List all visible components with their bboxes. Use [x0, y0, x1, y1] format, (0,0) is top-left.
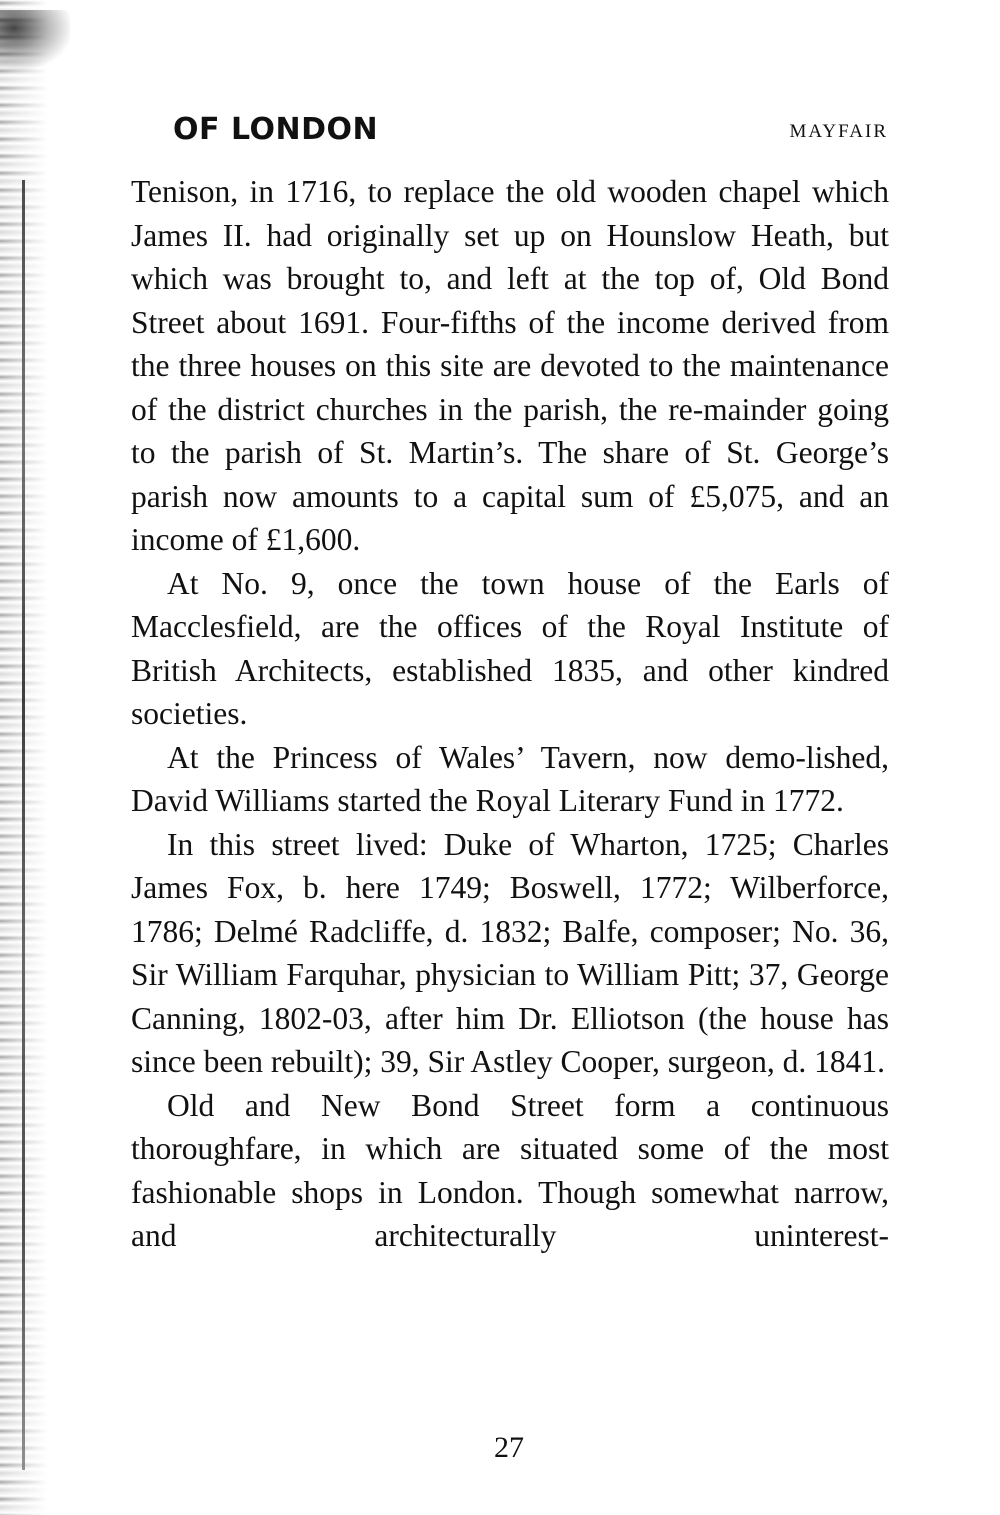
scan-gutter-corner-shadow	[0, 10, 70, 70]
running-header	[130, 108, 890, 158]
page-number: 27	[494, 1431, 524, 1464]
paragraph: At the Princess of Wales’ Tavern, now demo-lished, David Williams started the Royal Literary Fund in 1772.	[131, 739, 889, 818]
paragraph: Tenison, in 1716, to replace the old wooden chapel which James II. had originally set up on Hounslow Heath, but which was brought to, and left at the top of, Old Bond Street about 1691. Four-fifths of the income derived from the three houses on this site are devoted to the maintenance of the district churches in the parish, the re-mainder going to the parish of St. Martin’s. The share of St. George’s parish now amounts to a capital sum of £5,075, and an income of £1,600.	[131, 174, 889, 557]
paragraph: At No. 9, once the town house of the Earls of Macclesfield, are the offices of the Royal Institute of British Architects, established 1835, and other kindred societies.	[131, 565, 889, 731]
paragraph: Old and New Bond Street form a continuous thoroughfare, in which are situated some of the most fashionable shops in London. Though somewhat narrow, and architecturally uninterest-	[131, 1087, 889, 1253]
body-text	[131, 170, 889, 1258]
running-header-section: MAYFAIR	[789, 121, 888, 142]
scan-gutter-edge	[22, 180, 25, 1470]
running-header-title: OF LONDON	[173, 112, 379, 147]
paragraph: In this street lived: Duke of Wharton, 1725; Charles James Fox, b. here 1749; Boswell, 1772; Wilberforce, 1786; Delmé Radcliffe, d. 1832; Balfe, composer; No. 36, Sir William Farquhar, physician to William Pitt; 37, George Canning, 1802-03, after him Dr. Elliotson (the house has since been rebuilt); 39, Sir Astley Cooper, surgeon, d. 1841.	[131, 826, 889, 1079]
